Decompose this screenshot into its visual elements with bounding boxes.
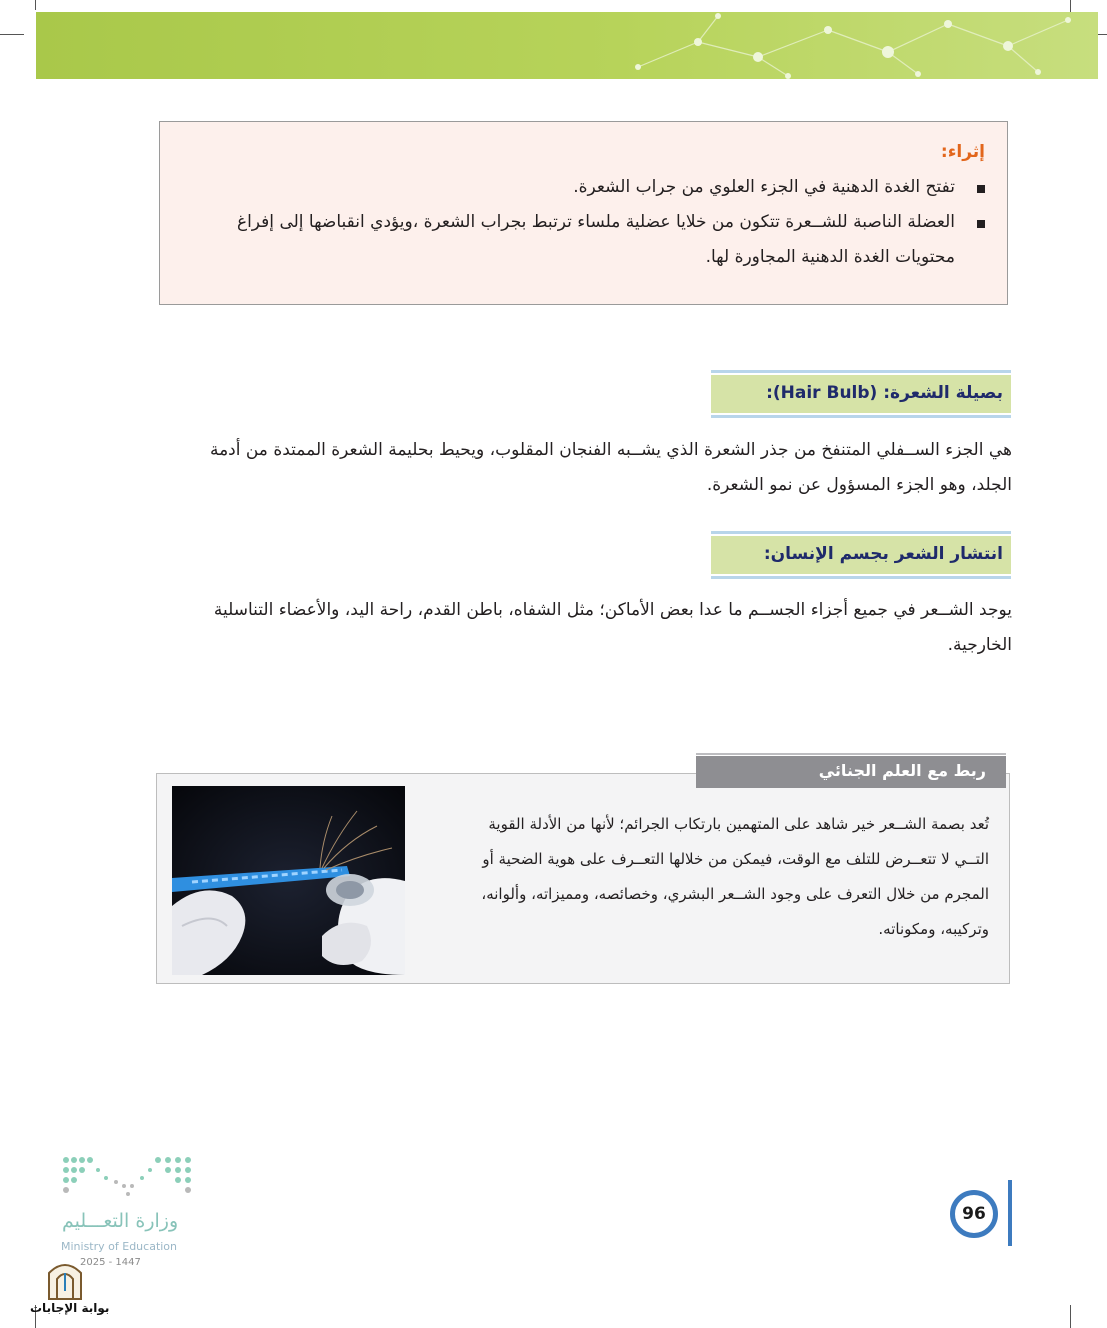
page-number: 96 <box>950 1190 998 1238</box>
tweezers-hair-sample-image <box>172 786 405 975</box>
hair-bulb-paragraph-line-1: هي الجزء الســفلي المتنفخ من جذر الشعرة الذي يشــبه الفنجان المقلوب، ويحيط بحليمة الشعرة الممتدة من أدمة <box>209 440 1012 460</box>
page-number-rule <box>1008 1180 1012 1246</box>
edition-year: 2025 - 1447 <box>80 1257 141 1268</box>
enrichment-bullet-2-line-1: العضلة الناصبة للشــعرة تتكون من خلايا عضلية ملساء ترتبط بجراب الشعرة ،ويؤدي انقباضها إلى إفراغ <box>236 212 955 232</box>
enrichment-box <box>159 121 1008 305</box>
hair-bulb-paragraph-line-2: الجلد، وهو الجزء المسؤول عن نمو الشعرة. <box>706 475 1012 495</box>
enrichment-bullet-2-line-2: محتويات الغدة الدهنية المجاورة لها. <box>705 247 955 267</box>
hair-distribution-paragraph-line-2: الخارجية. <box>947 635 1012 655</box>
forensic-tab <box>696 756 1006 788</box>
enrichment-title: إثراء: <box>940 142 985 162</box>
crop-mark <box>1070 1305 1071 1328</box>
crop-mark <box>0 34 24 35</box>
forensic-tab-title: ربط مع العلم الجنائي <box>818 761 986 780</box>
forensic-text-line-2: التــي لا تتعــرض للتلف مع الوقت، فيمكن من خلالها التعــرف على هوية الضحية أو <box>482 850 989 868</box>
molecule-network-graphic <box>618 12 1098 79</box>
section-heading-hair-bulb <box>711 375 1011 413</box>
ministry-of-education-logo <box>58 1152 203 1272</box>
enrichment-bullet-1: تفتح الغدة الدهنية في الجزء العلوي من جراب الشعرة. <box>573 177 955 197</box>
forensic-text-line-4: وتركيبه، ومكوناته. <box>878 920 989 938</box>
section-heading-hair-distribution <box>711 536 1011 574</box>
hair-distribution-paragraph-line-1: يوجد الشــعر في جميع أجزاء الجســم ما عدا بعض الأماكن؛ مثل الشفاه، باطن القدم، راحة اليد، والأعضاء التناسلية <box>213 600 1012 620</box>
ministry-name-english: Ministry of Education <box>61 1240 178 1253</box>
bullet-square-icon <box>977 220 985 228</box>
forensic-text-line-1: تُعد بصمة الشــعر خير شاهد على المتهمين بارتكاب الجرائم؛ لأنها من الأدلة القوية <box>488 815 989 833</box>
forensic-text-line-3: المجرم من خلال التعرف على وجود الشــعر البشري، وخصائصه، ومميزاته، وألوانه، <box>481 885 989 903</box>
top-banner <box>36 12 1098 79</box>
bullet-square-icon <box>977 185 985 193</box>
watermark-text: بوابة الإجابات <box>30 1301 110 1315</box>
hair-distribution-heading-text: انتشار الشعر بجسم الإنسان: <box>763 544 1003 564</box>
ministry-name-arabic: وزارة التعـــليم <box>62 1210 179 1232</box>
hair-bulb-heading-text: بصيلة الشعرة: (Hair Bulb): <box>766 383 1003 403</box>
page-number-badge <box>946 1186 1008 1242</box>
watermark-logo-icon <box>45 1257 85 1301</box>
crop-mark <box>35 0 36 10</box>
ministry-dots-icon <box>58 1152 198 1202</box>
